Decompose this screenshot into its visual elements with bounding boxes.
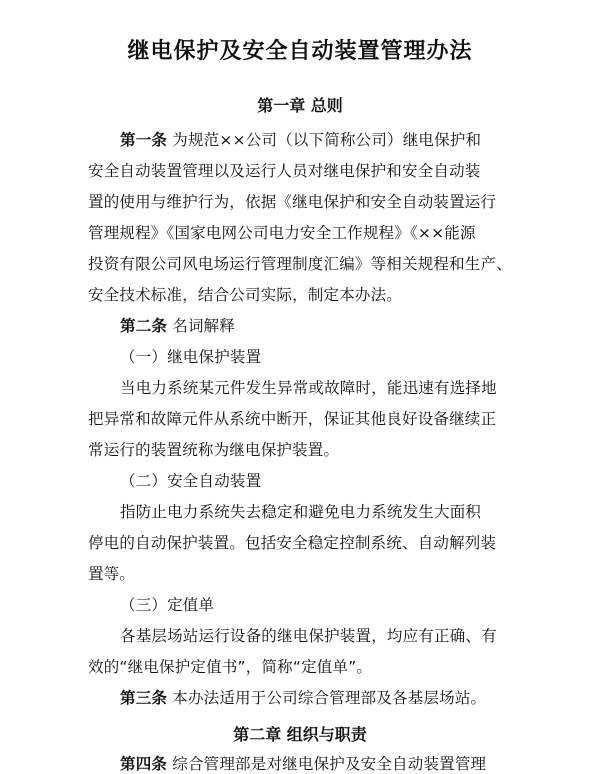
article-2-text: 名词解释 — [172, 317, 236, 335]
article-1-line-4: 管理规程》《国家电网公司电力安全工作规程》《××能源 — [88, 224, 476, 242]
article-1-line-6: 安全技术标准，结合公司实际，制定本办法。 — [88, 286, 403, 304]
article-4-text: 综合管理部是对继电保护及安全自动装置管理 — [172, 755, 487, 773]
subsection-2-heading: （二）安全自动装置 — [120, 472, 262, 490]
subsection-3-line-1: 各基层场站运行设备的继电保护装置，均应有正确、有 — [120, 627, 497, 645]
article-2-label: 第二条 — [120, 317, 168, 335]
article-2-first-line — [120, 314, 235, 336]
article-1-line-3: 置的使用与维护行为，依据《继电保护和安全自动装置运行 — [88, 193, 497, 211]
subsection-2-line-2: 停电的自动保护装置。包括安全稳定控制系统、自动解列装 — [88, 534, 497, 552]
article-1-label: 第一条 — [120, 131, 168, 149]
subsection-2-line-1: 指防止电力系统失去稳定和避免电力系统发生大面积 — [120, 503, 482, 521]
article-3-text: 本办法适用于公司综合管理部及各基层场站。 — [172, 689, 487, 707]
subsection-1-line-2: 把异常和故障元件从系统中断开，保证其他良好设备继续正 — [88, 410, 497, 428]
subsection-1-heading: （一）继电保护装置 — [120, 348, 262, 366]
subsection-2-line-3: 置等。 — [88, 565, 136, 583]
subsection-3-heading: （三）定值单 — [120, 596, 215, 614]
article-1-line-2: 安全自动装置管理以及运行人员对继电保护和安全自动装 — [88, 162, 481, 180]
article-1-line-5: 投资有限公司风电场运行管理制度汇编》等相关规程和生产、 — [88, 255, 512, 273]
article-3-label: 第三条 — [120, 689, 168, 707]
chapter-1-heading: 第一章 总则 — [257, 96, 343, 115]
article-1-line-1: 为规范××公司（以下简称公司）继电保护和 — [172, 131, 482, 149]
subsection-1-line-1: 当电力系统某元件发生异常或故障时，能迅速有选择地 — [120, 379, 497, 397]
article-1-first-line — [120, 128, 481, 150]
article-4-line — [120, 752, 486, 774]
article-4-label: 第四条 — [120, 755, 168, 773]
article-3-line — [120, 686, 486, 708]
subsection-3-line-2: 效的“继电保护定值书”，简称“定值单”。 — [88, 658, 373, 676]
chapter-2-heading: 第二章 组织与职责 — [233, 725, 367, 744]
document-title: 继电保护及安全自动装置管理办法 — [127, 39, 473, 64]
subsection-1-line-3: 常运行的装置统称为继电保护装置。 — [88, 441, 340, 459]
